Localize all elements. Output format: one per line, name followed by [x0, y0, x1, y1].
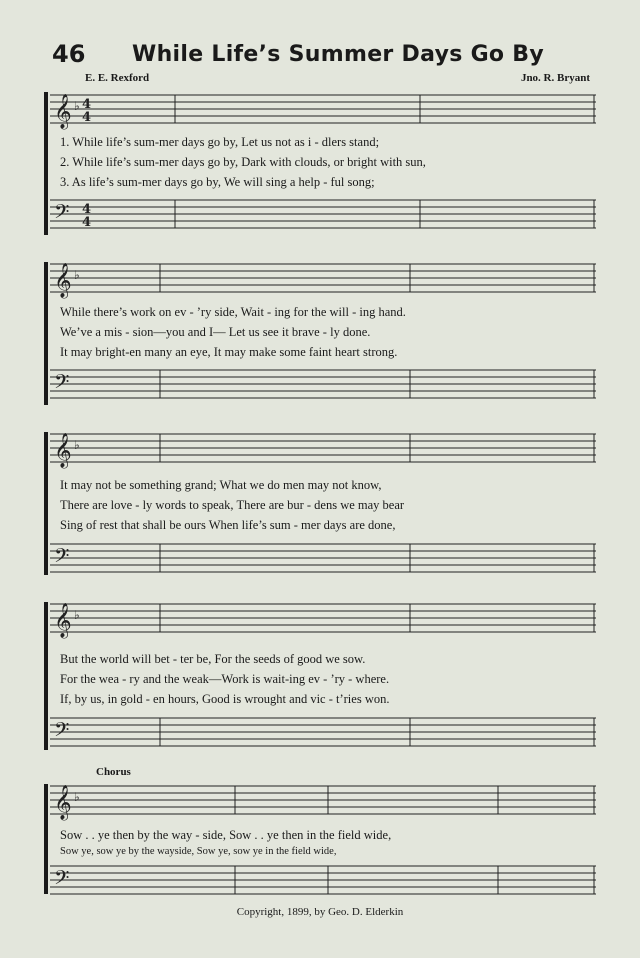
verse-line: We’ve a mis - sion—you and I— Let us see it brave - ly done.	[60, 325, 371, 339]
verse-line: For the wea - ry and the weak—Work is wait-ing ev - ’ry - where.	[60, 672, 390, 686]
treble-staff	[50, 432, 596, 468]
chorus-label: Chorus	[96, 766, 131, 778]
bass-staff	[50, 368, 596, 400]
svg-text:𝄢: 𝄢	[54, 866, 70, 894]
svg-text:4: 4	[82, 110, 92, 125]
verse-line: 2. While life’s sum-mer days go by, Dark with clouds, or bright with sun,	[60, 155, 426, 169]
system-bracket	[44, 784, 48, 894]
bass-staff-lines	[50, 864, 596, 904]
svg-text:♭: ♭	[74, 268, 80, 282]
hymn-title: While Life’s Summer Days Go By	[132, 42, 545, 67]
svg-text:𝄢: 𝄢	[54, 200, 70, 228]
svg-text:4: 4	[82, 97, 92, 112]
verse-line: It may bright-en many an eye, It may make some faint heart strong.	[60, 345, 398, 359]
bass-staff-lines	[50, 368, 596, 408]
svg-text:𝄢: 𝄢	[54, 718, 70, 746]
bass-staff-lines	[50, 542, 596, 582]
verse-line: 3. As life’s sum-mer days go by, We will sing a help - ful song;	[60, 175, 375, 189]
bass-staff	[50, 542, 596, 574]
treble-staff	[50, 262, 596, 298]
system-bracket	[44, 432, 48, 575]
page-number: 46	[52, 40, 86, 68]
verse-line: It may not be something grand; What we do men may not know,	[60, 478, 382, 492]
svg-text:4: 4	[82, 202, 92, 217]
svg-text:♭: ♭	[74, 790, 80, 804]
treble-staff-lines	[50, 262, 596, 302]
bass-staff	[50, 864, 596, 896]
verse-line: Sing of rest that shall be ours When life’s sum - mer days are done,	[60, 518, 396, 532]
treble-staff-lines	[50, 784, 596, 824]
bass-staff-lines	[50, 716, 596, 756]
svg-text:𝄞: 𝄞	[54, 785, 72, 820]
system-bracket	[44, 602, 48, 750]
svg-text:4: 4	[82, 215, 92, 230]
svg-text:♭: ♭	[74, 438, 80, 452]
system-bracket	[44, 262, 48, 405]
verse-line: While there’s work on ev - ’ry side, Wait - ing for the will - ing hand.	[60, 305, 406, 319]
svg-text:♭: ♭	[74, 608, 80, 622]
treble-staff	[50, 93, 596, 129]
svg-text:𝄢: 𝄢	[54, 544, 70, 572]
treble-staff	[50, 602, 596, 638]
chorus-line: Sow . . ye then by the way - side, Sow . . ye then in the field wide,	[60, 828, 392, 842]
verse-line: But the world will bet - ter be, For the seeds of good we sow.	[60, 652, 366, 666]
system-bracket	[44, 92, 48, 235]
svg-text:𝄞: 𝄞	[54, 263, 72, 298]
bass-staff-lines	[50, 198, 596, 238]
treble-staff-lines	[50, 93, 596, 133]
svg-text:𝄢: 𝄢	[54, 370, 70, 398]
chorus-bass-words: Sow ye, sow ye by the wayside, Sow ye, sow ye in the field wide,	[60, 846, 337, 857]
treble-staff	[50, 784, 596, 820]
svg-text:𝄞: 𝄞	[54, 94, 72, 129]
verse-line: 1. While life’s sum-mer days go by, Let us not as i - dlers stand;	[60, 135, 380, 149]
svg-text:𝄞: 𝄞	[54, 603, 72, 638]
copyright-notice: Copyright, 1899, by Geo. D. Elderkin	[236, 906, 404, 918]
lyricist-credit: E. E. Rexford	[85, 72, 150, 84]
svg-text:𝄞: 𝄞	[54, 433, 72, 468]
bass-staff	[50, 716, 596, 748]
composer-credit: Jno. R. Bryant	[520, 72, 590, 84]
verse-line: There are love - ly words to speak, There are bur - dens we may bear	[60, 498, 405, 512]
verse-line: If, by us, in gold - en hours, Good is wrought and vic - t’ries won.	[60, 692, 390, 706]
svg-text:♭: ♭	[74, 99, 80, 113]
treble-staff-lines	[50, 432, 596, 472]
treble-staff-lines	[50, 602, 596, 642]
bass-staff	[50, 198, 596, 230]
